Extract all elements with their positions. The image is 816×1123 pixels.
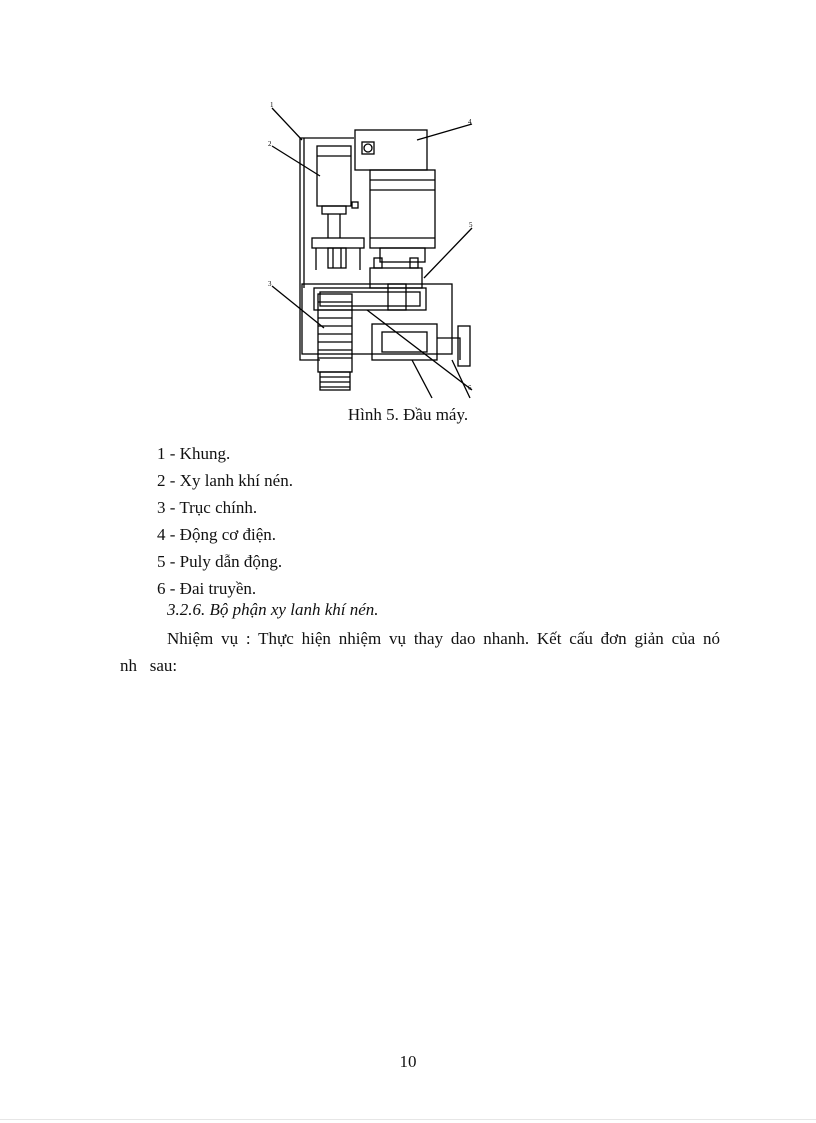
paragraph-line-1: Nhiệm vụ : Thực hiện nhiệm vụ thay dao nhanh. Kết cấu đơn giản của nó	[167, 629, 720, 648]
legend-item: 1 - Khung.	[157, 444, 231, 463]
callout-leader-3	[272, 286, 324, 328]
callout-2: 2	[268, 140, 272, 148]
callout-leader-6	[367, 310, 472, 390]
paragraph-line-2: nh sau:	[120, 656, 178, 675]
callout-leader-5	[424, 228, 472, 278]
callout-3: 3	[268, 280, 272, 288]
legend-item: 6 - Đai truyền.	[157, 579, 257, 598]
section-heading: 3.2.6. Bộ phận xy lanh khí nén.	[167, 600, 379, 619]
technical-drawing	[262, 98, 482, 403]
callout-5: 5	[469, 221, 473, 229]
parts-legend	[157, 440, 293, 602]
pneumatic-cylinder	[317, 146, 351, 206]
machine-head-drawing	[262, 98, 482, 403]
legend-item: 5 - Puly dẫn động.	[157, 552, 283, 571]
electric-motor	[370, 170, 435, 248]
callout-leader-1	[272, 108, 302, 140]
page-number: 10	[399, 1052, 417, 1071]
callout-1: 1	[270, 101, 274, 109]
legend-item: 4 - Động cơ điện.	[157, 525, 276, 544]
legend-item: 3 - Trục chính.	[157, 498, 258, 517]
motor-cover	[355, 130, 427, 170]
figure-caption: Hình 5. Đầu máy.	[347, 405, 469, 424]
page-bottom-divider	[0, 1119, 816, 1120]
callout-leader-2	[272, 146, 320, 176]
legend-item: 2 - Xy lanh khí nén.	[157, 471, 293, 490]
callout-leader-4	[417, 124, 472, 140]
callout-4: 4	[468, 118, 472, 126]
callout-6: 6	[468, 384, 472, 392]
drive-pulley	[314, 288, 426, 310]
